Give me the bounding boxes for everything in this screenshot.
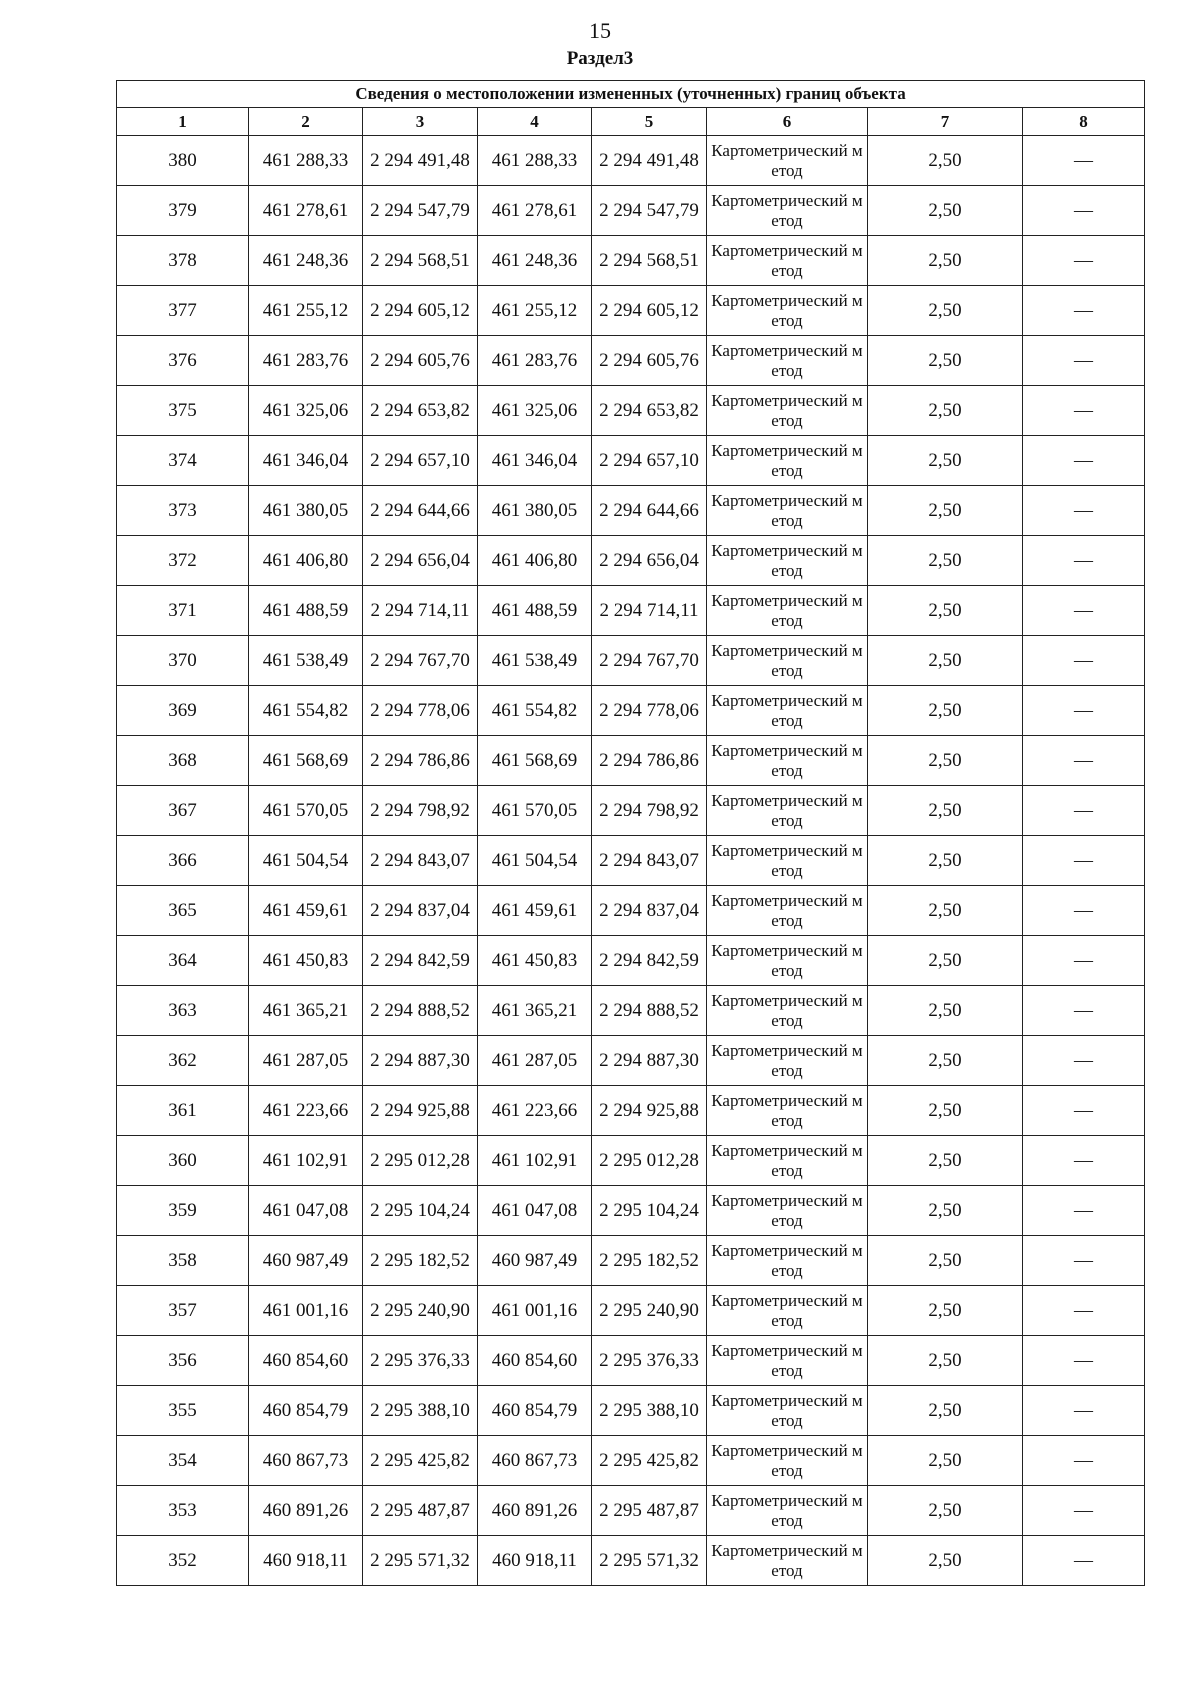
point-number-cell: 356 xyxy=(117,1336,249,1386)
y-coordinate-new-cell: 2 294 491,48 xyxy=(592,136,707,186)
method-cell: Картометрический метод xyxy=(707,436,868,486)
note-cell: — xyxy=(1023,186,1145,236)
point-number-cell: 365 xyxy=(117,886,249,936)
table-row xyxy=(117,386,1145,436)
method-cell: Картометрический метод xyxy=(707,286,868,336)
accuracy-cell: 2,50 xyxy=(868,936,1023,986)
x-coordinate-new-cell: 461 450,83 xyxy=(478,936,592,986)
column-number: 3 xyxy=(363,108,478,136)
x-coordinate-new-cell: 461 568,69 xyxy=(478,736,592,786)
table-row xyxy=(117,336,1145,386)
table-row xyxy=(117,186,1145,236)
method-cell: Картометрический метод xyxy=(707,836,868,886)
note-cell: — xyxy=(1023,1286,1145,1336)
column-number: 4 xyxy=(478,108,592,136)
x-coordinate-new-cell: 461 380,05 xyxy=(478,486,592,536)
y-coordinate-cell: 2 295 182,52 xyxy=(363,1236,478,1286)
y-coordinate-cell: 2 294 767,70 xyxy=(363,636,478,686)
accuracy-cell: 2,50 xyxy=(868,1536,1023,1586)
point-number-cell: 358 xyxy=(117,1236,249,1286)
x-coordinate-new-cell: 460 867,73 xyxy=(478,1436,592,1486)
x-coordinate-cell: 461 278,61 xyxy=(249,186,363,236)
point-number-cell: 373 xyxy=(117,486,249,536)
x-coordinate-new-cell: 461 223,66 xyxy=(478,1086,592,1136)
x-coordinate-new-cell: 461 406,80 xyxy=(478,536,592,586)
note-cell: — xyxy=(1023,1036,1145,1086)
table-caption: Сведения о местоположении измененных (уточненных) границ объекта xyxy=(117,81,1145,108)
y-coordinate-new-cell: 2 294 653,82 xyxy=(592,386,707,436)
point-number-cell: 362 xyxy=(117,1036,249,1086)
table-row xyxy=(117,1136,1145,1186)
y-coordinate-cell: 2 295 012,28 xyxy=(363,1136,478,1186)
note-cell: — xyxy=(1023,1086,1145,1136)
y-coordinate-cell: 2 295 487,87 xyxy=(363,1486,478,1536)
x-coordinate-new-cell: 461 554,82 xyxy=(478,686,592,736)
accuracy-cell: 2,50 xyxy=(868,1136,1023,1186)
method-cell: Картометрический метод xyxy=(707,186,868,236)
y-coordinate-cell: 2 294 644,66 xyxy=(363,486,478,536)
method-cell: Картометрический метод xyxy=(707,686,868,736)
method-cell: Картометрический метод xyxy=(707,936,868,986)
note-cell: — xyxy=(1023,936,1145,986)
point-number-cell: 357 xyxy=(117,1286,249,1336)
table-row xyxy=(117,1036,1145,1086)
point-number-cell: 376 xyxy=(117,336,249,386)
method-cell: Картометрический метод xyxy=(707,1286,868,1336)
y-coordinate-new-cell: 2 294 798,92 xyxy=(592,786,707,836)
x-coordinate-new-cell: 461 102,91 xyxy=(478,1136,592,1186)
note-cell: — xyxy=(1023,136,1145,186)
y-coordinate-cell: 2 295 425,82 xyxy=(363,1436,478,1486)
note-cell: — xyxy=(1023,886,1145,936)
y-coordinate-cell: 2 295 571,32 xyxy=(363,1536,478,1586)
x-coordinate-new-cell: 460 891,26 xyxy=(478,1486,592,1536)
x-coordinate-cell: 461 346,04 xyxy=(249,436,363,486)
table-row xyxy=(117,786,1145,836)
accuracy-cell: 2,50 xyxy=(868,386,1023,436)
x-coordinate-new-cell: 461 278,61 xyxy=(478,186,592,236)
accuracy-cell: 2,50 xyxy=(868,786,1023,836)
accuracy-cell: 2,50 xyxy=(868,1336,1023,1386)
method-cell: Картометрический метод xyxy=(707,636,868,686)
y-coordinate-cell: 2 294 837,04 xyxy=(363,886,478,936)
accuracy-cell: 2,50 xyxy=(868,1386,1023,1436)
y-coordinate-new-cell: 2 295 425,82 xyxy=(592,1436,707,1486)
accuracy-cell: 2,50 xyxy=(868,436,1023,486)
x-coordinate-cell: 461 001,16 xyxy=(249,1286,363,1336)
table-row xyxy=(117,1486,1145,1536)
table-row xyxy=(117,1186,1145,1236)
x-coordinate-cell: 461 450,83 xyxy=(249,936,363,986)
point-number-cell: 371 xyxy=(117,586,249,636)
point-number-cell: 353 xyxy=(117,1486,249,1536)
note-cell: — xyxy=(1023,686,1145,736)
x-coordinate-cell: 461 283,76 xyxy=(249,336,363,386)
y-coordinate-cell: 2 294 605,12 xyxy=(363,286,478,336)
point-number-cell: 355 xyxy=(117,1386,249,1436)
y-coordinate-new-cell: 2 294 714,11 xyxy=(592,586,707,636)
note-cell: — xyxy=(1023,486,1145,536)
x-coordinate-cell: 461 365,21 xyxy=(249,986,363,1036)
accuracy-cell: 2,50 xyxy=(868,686,1023,736)
table-body xyxy=(117,136,1145,1586)
x-coordinate-cell: 460 867,73 xyxy=(249,1436,363,1486)
accuracy-cell: 2,50 xyxy=(868,986,1023,1036)
y-coordinate-cell: 2 294 657,10 xyxy=(363,436,478,486)
table-row xyxy=(117,1436,1145,1486)
method-cell: Картометрический метод xyxy=(707,1386,868,1436)
table-row xyxy=(117,836,1145,886)
y-coordinate-cell: 2 294 843,07 xyxy=(363,836,478,886)
y-coordinate-new-cell: 2 294 786,86 xyxy=(592,736,707,786)
method-cell: Картометрический метод xyxy=(707,1486,868,1536)
table-row xyxy=(117,1236,1145,1286)
x-coordinate-new-cell: 461 570,05 xyxy=(478,786,592,836)
x-coordinate-cell: 461 287,05 xyxy=(249,1036,363,1086)
x-coordinate-cell: 461 554,82 xyxy=(249,686,363,736)
note-cell: — xyxy=(1023,636,1145,686)
method-cell: Картометрический метод xyxy=(707,1136,868,1186)
note-cell: — xyxy=(1023,436,1145,486)
y-coordinate-new-cell: 2 295 487,87 xyxy=(592,1486,707,1536)
point-number-cell: 374 xyxy=(117,436,249,486)
method-cell: Картометрический метод xyxy=(707,586,868,636)
x-coordinate-new-cell: 461 255,12 xyxy=(478,286,592,336)
x-coordinate-cell: 460 854,60 xyxy=(249,1336,363,1386)
note-cell: — xyxy=(1023,736,1145,786)
y-coordinate-new-cell: 2 294 925,88 xyxy=(592,1086,707,1136)
table-row xyxy=(117,936,1145,986)
accuracy-cell: 2,50 xyxy=(868,486,1023,536)
point-number-cell: 352 xyxy=(117,1536,249,1586)
accuracy-cell: 2,50 xyxy=(868,1436,1023,1486)
y-coordinate-new-cell: 2 295 571,32 xyxy=(592,1536,707,1586)
method-cell: Картометрический метод xyxy=(707,236,868,286)
accuracy-cell: 2,50 xyxy=(868,586,1023,636)
note-cell: — xyxy=(1023,986,1145,1036)
table-row xyxy=(117,886,1145,936)
y-coordinate-new-cell: 2 295 182,52 xyxy=(592,1236,707,1286)
x-coordinate-new-cell: 460 918,11 xyxy=(478,1536,592,1586)
x-coordinate-cell: 461 380,05 xyxy=(249,486,363,536)
section-title: Раздел3 xyxy=(566,48,634,69)
x-coordinate-cell: 461 248,36 xyxy=(249,236,363,286)
x-coordinate-cell: 460 891,26 xyxy=(249,1486,363,1536)
note-cell: — xyxy=(1023,1386,1145,1436)
y-coordinate-new-cell: 2 294 657,10 xyxy=(592,436,707,486)
note-cell: — xyxy=(1023,1336,1145,1386)
y-coordinate-cell: 2 294 786,86 xyxy=(363,736,478,786)
y-coordinate-new-cell: 2 294 605,12 xyxy=(592,286,707,336)
note-cell: — xyxy=(1023,236,1145,286)
y-coordinate-cell: 2 294 925,88 xyxy=(363,1086,478,1136)
y-coordinate-new-cell: 2 295 012,28 xyxy=(592,1136,707,1186)
accuracy-cell: 2,50 xyxy=(868,1036,1023,1086)
accuracy-cell: 2,50 xyxy=(868,1186,1023,1236)
x-coordinate-new-cell: 461 346,04 xyxy=(478,436,592,486)
y-coordinate-new-cell: 2 294 547,79 xyxy=(592,186,707,236)
table-row xyxy=(117,1386,1145,1436)
method-cell: Картометрический метод xyxy=(707,1086,868,1136)
table-row xyxy=(117,586,1145,636)
y-coordinate-cell: 2 294 888,52 xyxy=(363,986,478,1036)
column-number: 5 xyxy=(592,108,707,136)
x-coordinate-cell: 461 047,08 xyxy=(249,1186,363,1236)
accuracy-cell: 2,50 xyxy=(868,1286,1023,1336)
x-coordinate-cell: 460 987,49 xyxy=(249,1236,363,1286)
x-coordinate-cell: 461 570,05 xyxy=(249,786,363,836)
page-number: 15 xyxy=(589,18,611,43)
accuracy-cell: 2,50 xyxy=(868,1086,1023,1136)
method-cell: Картометрический метод xyxy=(707,386,868,436)
column-number: 6 xyxy=(707,108,868,136)
note-cell: — xyxy=(1023,1436,1145,1486)
y-coordinate-new-cell: 2 294 605,76 xyxy=(592,336,707,386)
y-coordinate-cell: 2 295 104,24 xyxy=(363,1186,478,1236)
y-coordinate-new-cell: 2 295 388,10 xyxy=(592,1386,707,1436)
y-coordinate-cell: 2 294 656,04 xyxy=(363,536,478,586)
x-coordinate-new-cell: 461 001,16 xyxy=(478,1286,592,1336)
accuracy-cell: 2,50 xyxy=(868,136,1023,186)
x-coordinate-new-cell: 461 248,36 xyxy=(478,236,592,286)
method-cell: Картометрический метод xyxy=(707,1336,868,1386)
x-coordinate-cell: 460 854,79 xyxy=(249,1386,363,1436)
table-row xyxy=(117,636,1145,686)
method-cell: Картометрический метод xyxy=(707,336,868,386)
x-coordinate-new-cell: 461 488,59 xyxy=(478,586,592,636)
note-cell: — xyxy=(1023,1486,1145,1536)
x-coordinate-new-cell: 460 854,60 xyxy=(478,1336,592,1386)
x-coordinate-new-cell: 461 283,76 xyxy=(478,336,592,386)
table-row xyxy=(117,1086,1145,1136)
x-coordinate-new-cell: 461 325,06 xyxy=(478,386,592,436)
note-cell: — xyxy=(1023,786,1145,836)
x-coordinate-new-cell: 461 538,49 xyxy=(478,636,592,686)
accuracy-cell: 2,50 xyxy=(868,336,1023,386)
table-row xyxy=(117,436,1145,486)
column-number-row xyxy=(117,108,1145,136)
y-coordinate-cell: 2 294 887,30 xyxy=(363,1036,478,1086)
method-cell: Картометрический метод xyxy=(707,1436,868,1486)
point-number-cell: 367 xyxy=(117,786,249,836)
accuracy-cell: 2,50 xyxy=(868,1236,1023,1286)
coordinates-table xyxy=(116,80,1145,1586)
accuracy-cell: 2,50 xyxy=(868,636,1023,686)
note-cell: — xyxy=(1023,586,1145,636)
column-number: 8 xyxy=(1023,108,1145,136)
x-coordinate-cell: 461 223,66 xyxy=(249,1086,363,1136)
method-cell: Картометрический метод xyxy=(707,486,868,536)
note-cell: — xyxy=(1023,386,1145,436)
point-number-cell: 354 xyxy=(117,1436,249,1486)
note-cell: — xyxy=(1023,336,1145,386)
method-cell: Картометрический метод xyxy=(707,1186,868,1236)
x-coordinate-cell: 461 568,69 xyxy=(249,736,363,786)
table-row xyxy=(117,1336,1145,1386)
y-coordinate-cell: 2 294 547,79 xyxy=(363,186,478,236)
x-coordinate-cell: 461 504,54 xyxy=(249,836,363,886)
table-row xyxy=(117,986,1145,1036)
y-coordinate-new-cell: 2 294 778,06 xyxy=(592,686,707,736)
point-number-cell: 368 xyxy=(117,736,249,786)
accuracy-cell: 2,50 xyxy=(868,186,1023,236)
method-cell: Картометрический метод xyxy=(707,786,868,836)
accuracy-cell: 2,50 xyxy=(868,286,1023,336)
y-coordinate-cell: 2 294 778,06 xyxy=(363,686,478,736)
accuracy-cell: 2,50 xyxy=(868,236,1023,286)
table-row xyxy=(117,686,1145,736)
x-coordinate-new-cell: 461 287,05 xyxy=(478,1036,592,1086)
method-cell: Картометрический метод xyxy=(707,986,868,1036)
y-coordinate-new-cell: 2 294 644,66 xyxy=(592,486,707,536)
point-number-cell: 366 xyxy=(117,836,249,886)
note-cell: — xyxy=(1023,536,1145,586)
y-coordinate-new-cell: 2 294 888,52 xyxy=(592,986,707,1036)
method-cell: Картометрический метод xyxy=(707,136,868,186)
y-coordinate-cell: 2 294 568,51 xyxy=(363,236,478,286)
y-coordinate-cell: 2 294 491,48 xyxy=(363,136,478,186)
note-cell: — xyxy=(1023,1536,1145,1586)
y-coordinate-new-cell: 2 294 837,04 xyxy=(592,886,707,936)
point-number-cell: 359 xyxy=(117,1186,249,1236)
point-number-cell: 377 xyxy=(117,286,249,336)
point-number-cell: 369 xyxy=(117,686,249,736)
table-row xyxy=(117,486,1145,536)
method-cell: Картометрический метод xyxy=(707,736,868,786)
accuracy-cell: 2,50 xyxy=(868,1486,1023,1536)
method-cell: Картометрический метод xyxy=(707,886,868,936)
x-coordinate-cell: 461 325,06 xyxy=(249,386,363,436)
x-coordinate-cell: 460 918,11 xyxy=(249,1536,363,1586)
column-number: 7 xyxy=(868,108,1023,136)
y-coordinate-cell: 2 294 653,82 xyxy=(363,386,478,436)
y-coordinate-new-cell: 2 294 767,70 xyxy=(592,636,707,686)
x-coordinate-new-cell: 460 987,49 xyxy=(478,1236,592,1286)
point-number-cell: 372 xyxy=(117,536,249,586)
note-cell: — xyxy=(1023,1236,1145,1286)
point-number-cell: 379 xyxy=(117,186,249,236)
method-cell: Картометрический метод xyxy=(707,1236,868,1286)
point-number-cell: 375 xyxy=(117,386,249,436)
table-row xyxy=(117,736,1145,786)
x-coordinate-cell: 461 488,59 xyxy=(249,586,363,636)
x-coordinate-cell: 461 288,33 xyxy=(249,136,363,186)
y-coordinate-new-cell: 2 295 240,90 xyxy=(592,1286,707,1336)
y-coordinate-new-cell: 2 295 376,33 xyxy=(592,1336,707,1386)
x-coordinate-cell: 461 255,12 xyxy=(249,286,363,336)
method-cell: Картометрический метод xyxy=(707,1036,868,1086)
point-number-cell: 361 xyxy=(117,1086,249,1136)
accuracy-cell: 2,50 xyxy=(868,536,1023,586)
y-coordinate-cell: 2 295 240,90 xyxy=(363,1286,478,1336)
y-coordinate-cell: 2 294 798,92 xyxy=(363,786,478,836)
y-coordinate-new-cell: 2 294 656,04 xyxy=(592,536,707,586)
x-coordinate-cell: 461 102,91 xyxy=(249,1136,363,1186)
accuracy-cell: 2,50 xyxy=(868,836,1023,886)
y-coordinate-cell: 2 294 714,11 xyxy=(363,586,478,636)
y-coordinate-cell: 2 295 388,10 xyxy=(363,1386,478,1436)
note-cell: — xyxy=(1023,836,1145,886)
note-cell: — xyxy=(1023,1136,1145,1186)
y-coordinate-cell: 2 294 842,59 xyxy=(363,936,478,986)
note-cell: — xyxy=(1023,286,1145,336)
x-coordinate-cell: 461 406,80 xyxy=(249,536,363,586)
column-number: 2 xyxy=(249,108,363,136)
x-coordinate-new-cell: 461 288,33 xyxy=(478,136,592,186)
x-coordinate-new-cell: 460 854,79 xyxy=(478,1386,592,1436)
y-coordinate-new-cell: 2 295 104,24 xyxy=(592,1186,707,1236)
x-coordinate-cell: 461 538,49 xyxy=(249,636,363,686)
point-number-cell: 360 xyxy=(117,1136,249,1186)
x-coordinate-new-cell: 461 365,21 xyxy=(478,986,592,1036)
table-row xyxy=(117,136,1145,186)
y-coordinate-new-cell: 2 294 843,07 xyxy=(592,836,707,886)
x-coordinate-new-cell: 461 504,54 xyxy=(478,836,592,886)
y-coordinate-new-cell: 2 294 568,51 xyxy=(592,236,707,286)
table-row xyxy=(117,536,1145,586)
y-coordinate-cell: 2 294 605,76 xyxy=(363,336,478,386)
method-cell: Картометрический метод xyxy=(707,1536,868,1586)
table-row xyxy=(117,1536,1145,1586)
table-row xyxy=(117,1286,1145,1336)
accuracy-cell: 2,50 xyxy=(868,886,1023,936)
x-coordinate-new-cell: 461 459,61 xyxy=(478,886,592,936)
note-cell: — xyxy=(1023,1186,1145,1236)
point-number-cell: 380 xyxy=(117,136,249,186)
point-number-cell: 363 xyxy=(117,986,249,1036)
point-number-cell: 370 xyxy=(117,636,249,686)
x-coordinate-cell: 461 459,61 xyxy=(249,886,363,936)
table-row xyxy=(117,286,1145,336)
y-coordinate-new-cell: 2 294 842,59 xyxy=(592,936,707,986)
method-cell: Картометрический метод xyxy=(707,536,868,586)
point-number-cell: 364 xyxy=(117,936,249,986)
x-coordinate-new-cell: 461 047,08 xyxy=(478,1186,592,1236)
point-number-cell: 378 xyxy=(117,236,249,286)
accuracy-cell: 2,50 xyxy=(868,736,1023,786)
column-number: 1 xyxy=(117,108,249,136)
y-coordinate-cell: 2 295 376,33 xyxy=(363,1336,478,1386)
table-row xyxy=(117,236,1145,286)
y-coordinate-new-cell: 2 294 887,30 xyxy=(592,1036,707,1086)
